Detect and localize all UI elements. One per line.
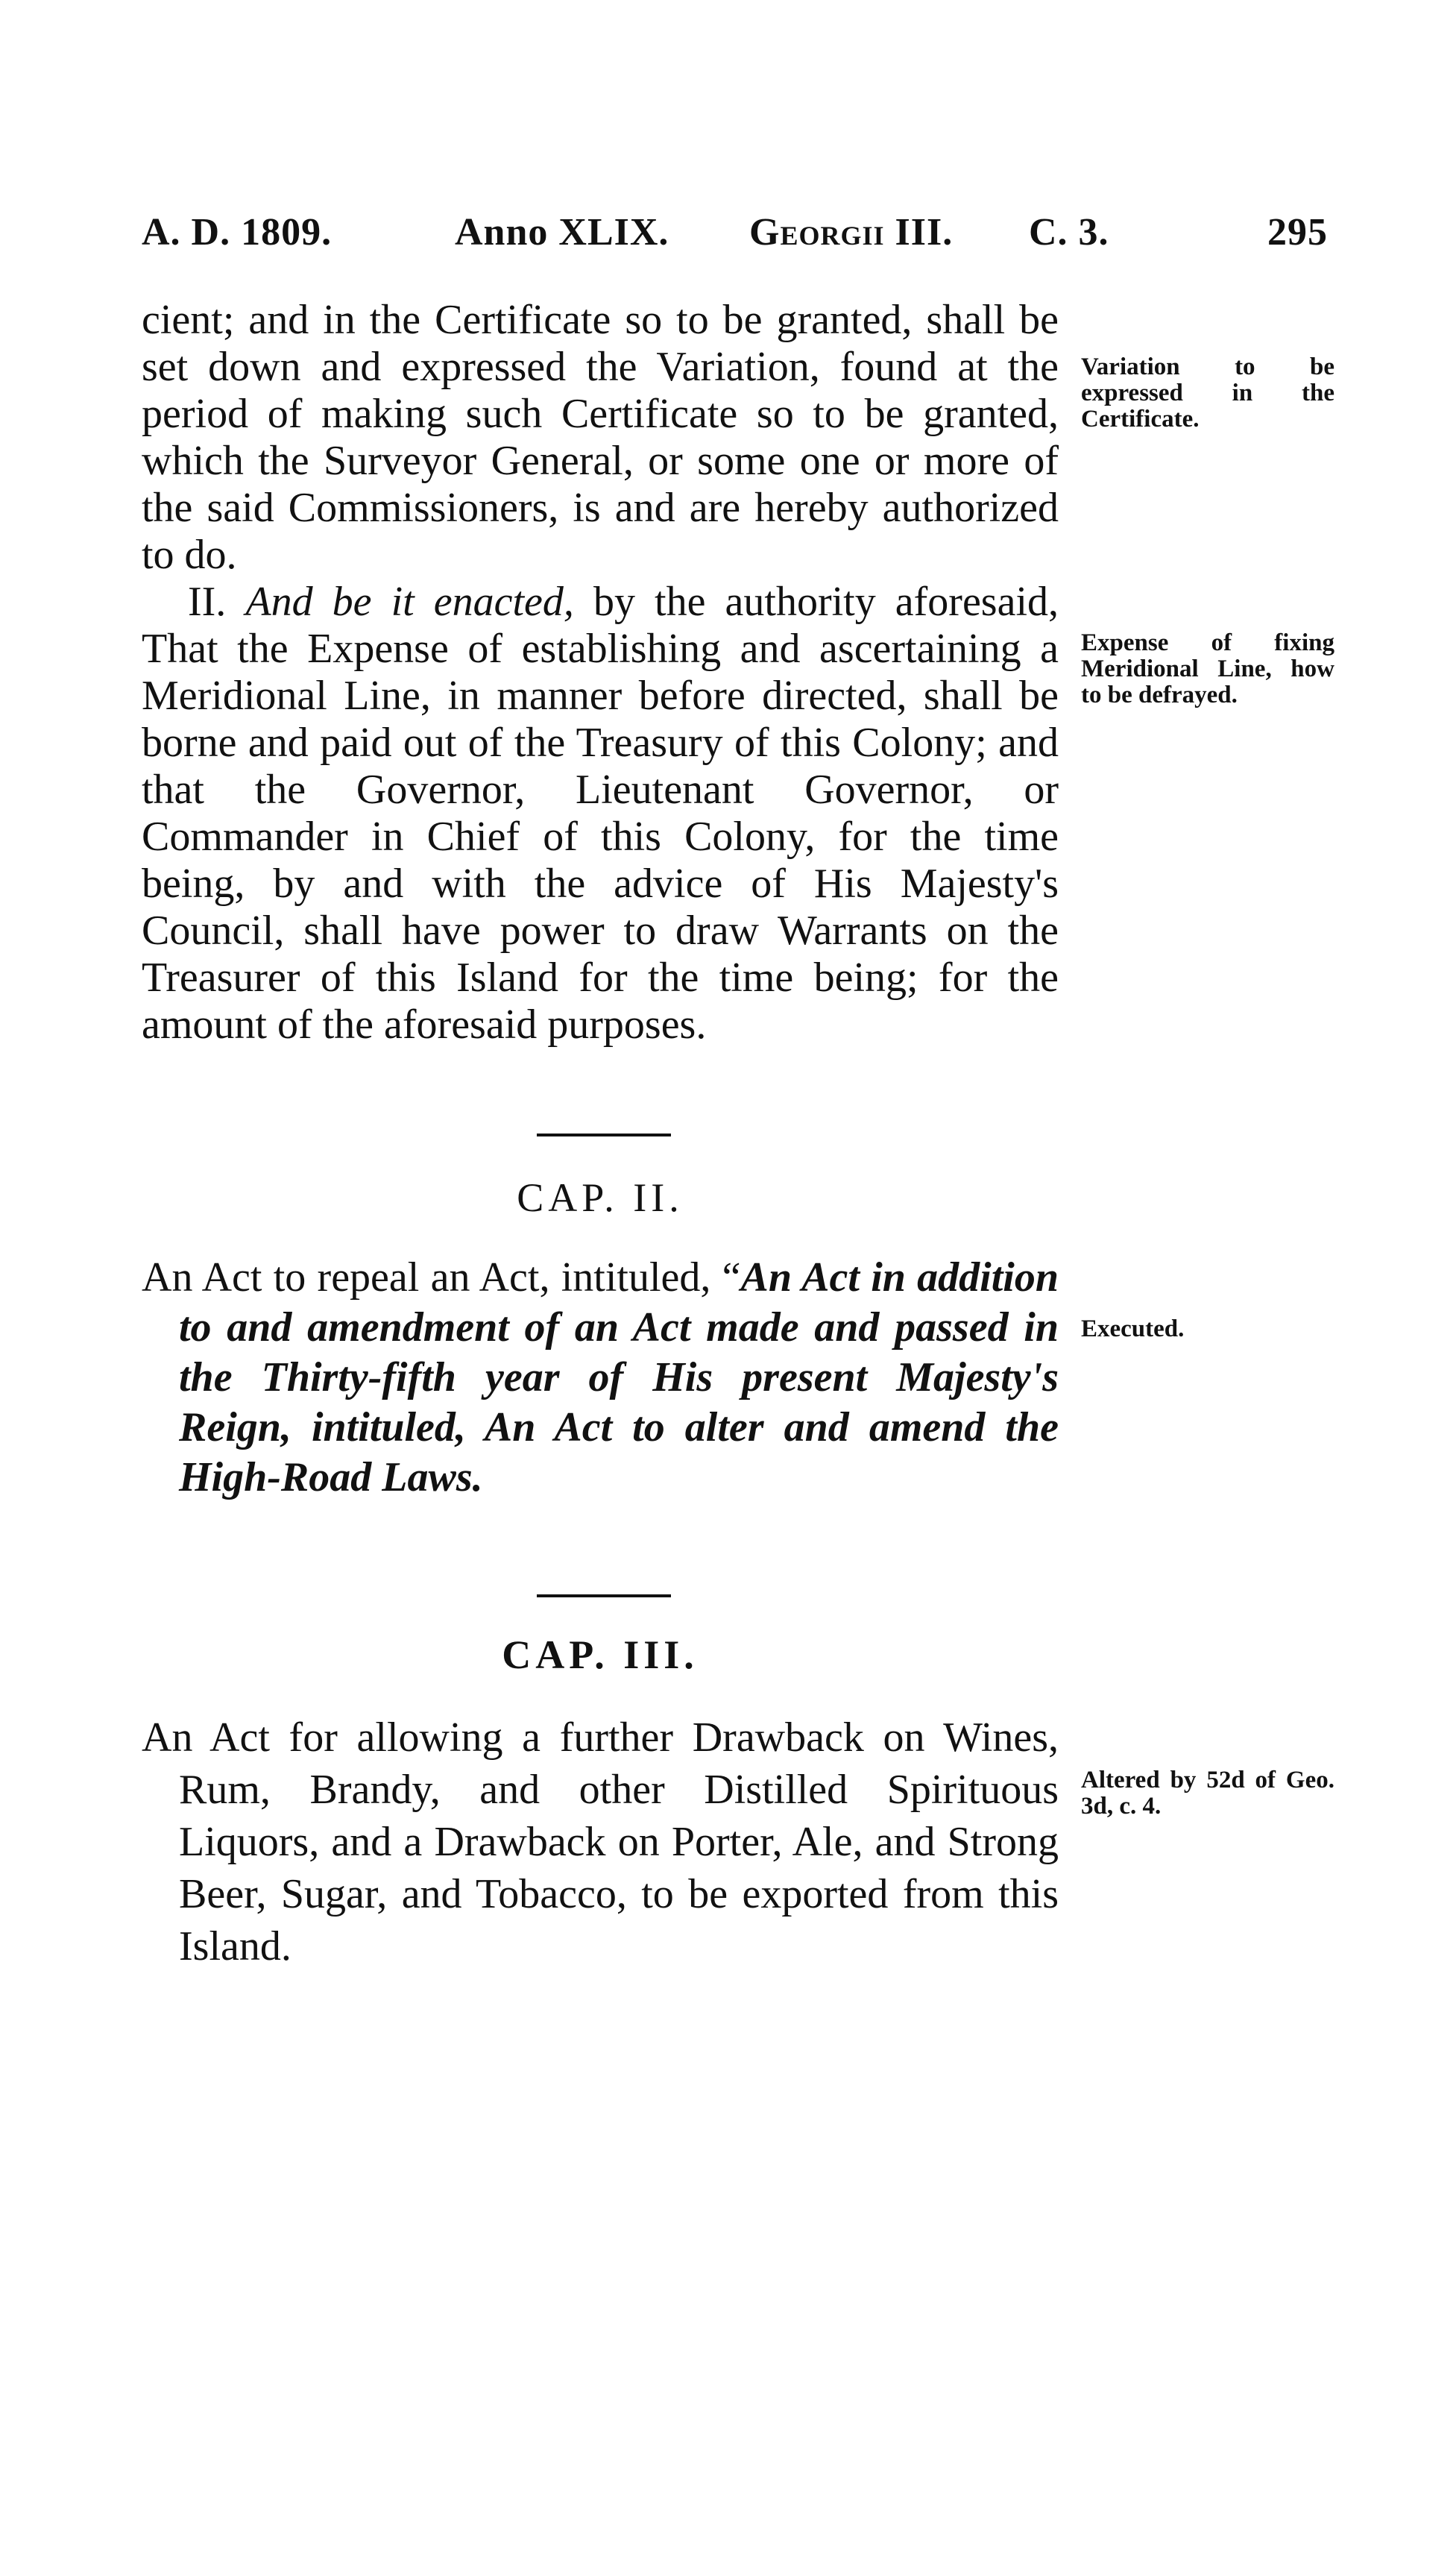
cap-iii-title: An Act for allowing a further Drawback on Wines, Rum, Brandy, and other Distilled Spirituous Liquors, and a Drawback on Porter, Ale, and Strong Beer, Sugar, and Tobacco, to be exported from this Island. — [142, 1714, 1059, 1969]
section-text: by the authority aforesaid, That the Expense of establishing and ascertaining a Meridional Line, in manner before directed, shall be borne and paid out of the Treasury of this Colony; and that the Governor, Lieutenant Governor, or Commander in Chief of this Colony, for the time being, by and with the advice of His Majesty's Council, shall have power to draw Warrants on the Treasurer of this Island for the time being; for the amount of the aforesaid purposes. — [142, 579, 1059, 1048]
margin-note-expense: Expense of fixing Meridional Line, how to be defrayed. — [1081, 629, 1334, 708]
margin-note-executed: Executed. — [1081, 1315, 1185, 1342]
header-king: Georgii III. — [749, 211, 954, 254]
enacting-clause: And be it enacted, — [245, 579, 574, 625]
running-header — [142, 210, 1334, 270]
paragraph-section-ii — [142, 579, 1059, 1048]
margin-note-variation: Variation to be expressed in the Certificate. — [1081, 353, 1334, 433]
section-divider — [537, 1134, 671, 1136]
section-number: II. — [188, 579, 227, 625]
section-divider — [537, 1594, 671, 1597]
paragraph-continuation: cient; and in the Certificate so to be granted, shall be set down and expressed the Variation, found at the period of making such Certificate so to be granted, which the Surveyor General, or some one or more of the said Commissioners, is and are hereby authorized to do. — [142, 297, 1059, 578]
header-year: A. D. 1809. — [142, 211, 333, 254]
body-text — [142, 297, 1059, 1048]
cap-ii-title — [142, 1253, 1059, 1503]
cap-ii-title-plain: An Act to repeal an Act, intituled, “ — [142, 1254, 741, 1301]
header-chapter: C. 3. — [1029, 211, 1109, 254]
header-anno: Anno XLIX. — [455, 211, 669, 254]
cap-iii-heading: CAP. III. — [502, 1632, 699, 1677]
cap-ii-heading: CAP. II. — [517, 1175, 684, 1220]
page-number: 295 — [1267, 211, 1328, 254]
margin-note-altered: Altered by 52d of Geo. 3d, c. 4. — [1081, 1767, 1334, 1820]
cap-ii-title-italic: An Act in addition to and amendment of an Act made and passed in the Thirty-fifth year of His present Majesty's Reign, intituled, An Act to alter and amend the High-Road Laws. — [179, 1254, 1059, 1500]
